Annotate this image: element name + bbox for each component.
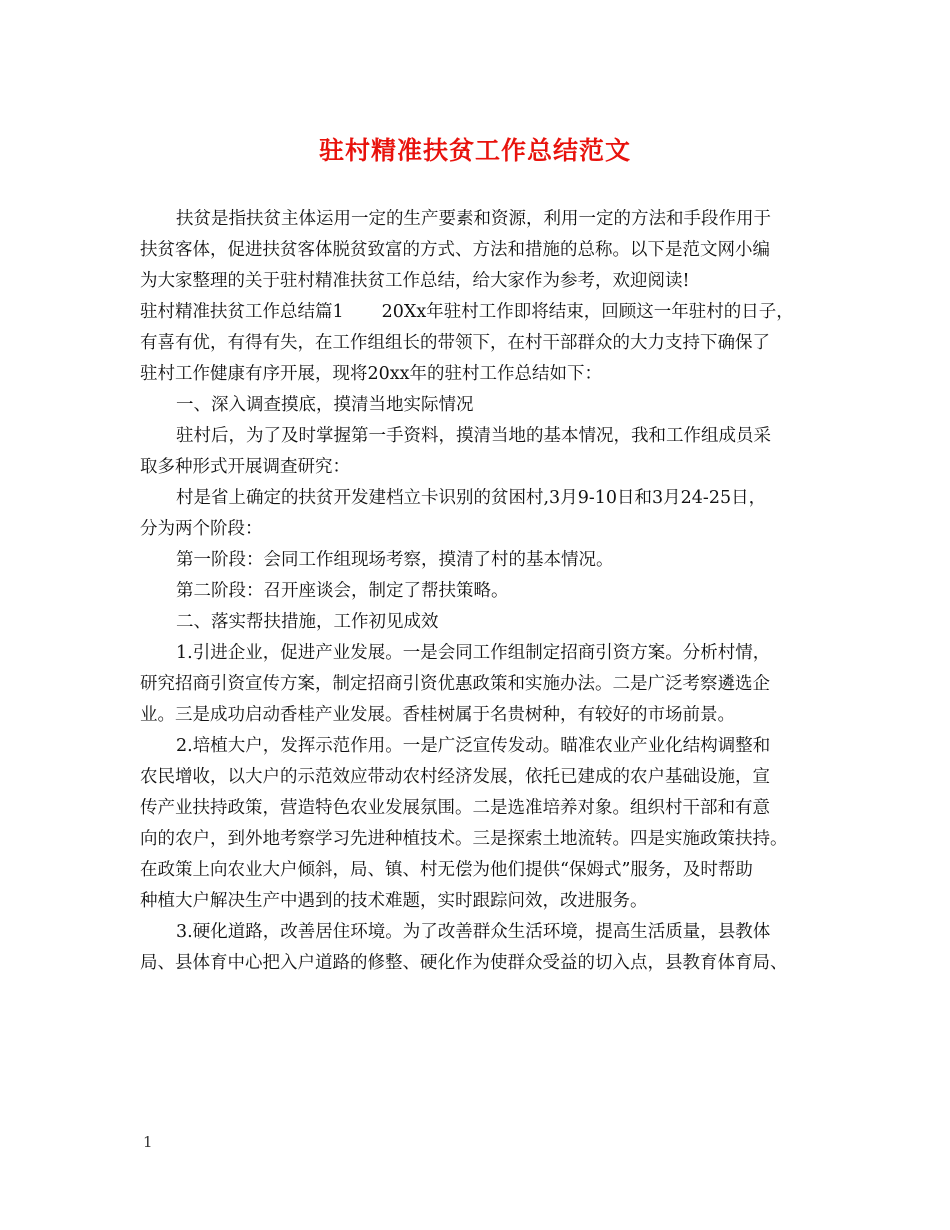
paragraph-line: 局、县体育中心把入户道路的修整、硬化作为使群众受益的切入点，县教育体育局、	[140, 953, 788, 973]
paragraph-line: 在政策上向农业大户倾斜，局、镇、村无偿为他们提供“保姆式”服务，及时帮助	[140, 860, 753, 880]
paragraph-line: 向的农户，到外地考察学习先进种植技术。三是探索土地流转。四是实施政策扶持。	[140, 829, 788, 849]
subheading-line: 一、深入调查摸底，摸清当地实际情况	[176, 395, 474, 415]
paragraph-line: 研究招商引资宣传方案，制定招商引资优惠政策和实施办法。二是广泛考察遴选企	[140, 674, 770, 694]
paragraph-line: 取多种形式开展调查研究：	[140, 457, 350, 477]
section-heading-line	[140, 297, 810, 328]
paragraph-line: 业。三是成功启动香桂产业发展。香桂树属于名贵树种，有较好的市场前景。	[140, 705, 735, 725]
subheading-line: 二、落实帮扶措施，工作初见成效	[176, 612, 439, 632]
paragraph-line: 2.培植大户，发挥示范作用。一是广泛宣传发动。瞄准农业产业化结构调整和	[176, 736, 771, 756]
paragraph-line: 为大家整理的关于驻村精准扶贫工作总结，给大家作为参考，欢迎阅读!	[140, 271, 690, 291]
paragraph-line: 种植大户解决生产中遇到的技术难题，实时跟踪问效，改进服务。	[140, 891, 648, 911]
document-body	[140, 204, 810, 979]
paragraph-line: 农民增收，以大户的示范效应带动农村经济发展，依托已建成的农户基础设施，宣	[140, 767, 770, 787]
paragraph-line: 分为两个阶段：	[140, 519, 263, 539]
paragraph-line: 3.硬化道路，改善居住环境。为了改善群众生活环境，提高生活质量，县教体	[176, 922, 771, 942]
paragraph-line: 扶贫客体，促进扶贫客体脱贫致富的方式、方法和措施的总称。以下是范文网小编	[140, 240, 770, 260]
paragraph-line: 扶贫是指扶贫主体运用一定的生产要素和资源，利用一定的方法和手段作用于	[176, 209, 771, 229]
document-title: 驻村精准扶贫工作总结范文	[318, 136, 631, 165]
paragraph-line: 第一阶段：会同工作组现场考察，摸清了村的基本情况。	[176, 550, 614, 570]
paragraph-line: 有喜有优，有得有失，在工作组组长的带领下，在村干部群众的大力支持下确保了	[140, 333, 770, 353]
paragraph-line: 1.引进企业，促进产业发展。一是会同工作组制定招商引资方案。分析村情，	[176, 643, 771, 663]
paragraph-line: 村是省上确定的扶贫开发建档立卡识别的贫困村,3月9-10日和3月24-25日，	[176, 488, 767, 508]
page-number: 1	[143, 1133, 153, 1151]
paragraph-line: 20Xx年驻村工作即将结束，回顾这一年驻村的日子，	[381, 302, 794, 322]
paragraph-line: 传产业扶持政策，营造特色农业发展氛围。二是选准培养对象。组织村干部和有意	[140, 798, 770, 818]
paragraph-line: 驻村后，为了及时掌握第一手资料，摸清当地的基本情况，我和工作组成员采	[176, 426, 771, 446]
paragraph-line: 驻村工作健康有序开展，现将20xx年的驻村工作总结如下：	[140, 364, 603, 384]
paragraph-line: 第二阶段：召开座谈会，制定了帮扶策略。	[176, 581, 509, 601]
section-heading: 驻村精准扶贫工作总结篇1	[140, 302, 344, 322]
